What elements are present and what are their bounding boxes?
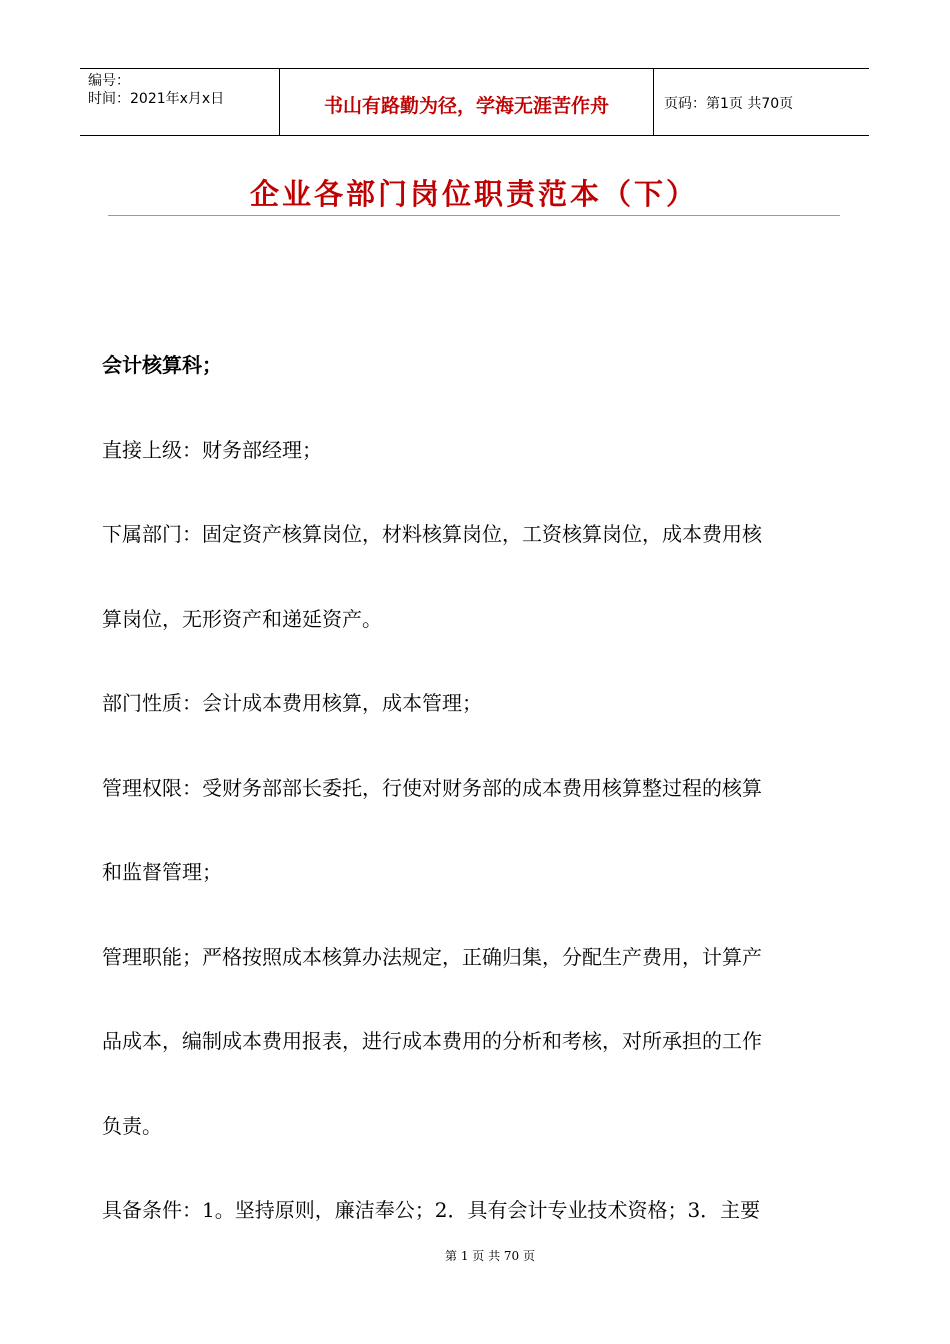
page-info: 页码：第1页 共70页 — [664, 96, 794, 112]
body-line: 品成本，编制成本费用报表，进行成本费用的分析和考核，对所承担的工作 — [102, 1029, 762, 1053]
body-line: 下属部门：固定资产核算岗位，材料核算岗位，工资核算岗位，成本费用核 — [102, 522, 762, 546]
header-page-cell — [654, 69, 869, 135]
page-footer: 第 1 页 共 70 页 — [445, 1249, 535, 1263]
time-label: 时间：2021年x月x日 — [88, 91, 225, 107]
body-line: 管理权限：受财务部部长委托，行使对财务部的成本费用核算整过程的核算 — [102, 775, 762, 800]
title-divider — [108, 215, 840, 216]
number-label: 编号： — [88, 73, 130, 89]
document-body — [102, 323, 842, 1253]
document-header — [80, 68, 869, 136]
body-line: 管理职能；严格按照成本核算办法规定，正确归集，分配生产费用，计算产 — [102, 944, 762, 969]
body-line: 负责。 — [102, 1113, 162, 1138]
document-title: 企业各部门岗位职责范本（下） — [249, 177, 698, 211]
motto-text: 书山有路勤为径，学海无涯苦作舟 — [323, 94, 609, 117]
section-heading: 会计核算科； — [102, 353, 222, 377]
body-line: 直接上级：财务部经理； — [102, 437, 322, 462]
body-line: 算岗位，无形资产和递延资产。 — [102, 606, 382, 631]
header-meta-cell — [80, 69, 280, 135]
header-motto-cell — [280, 69, 654, 135]
body-line: 和监督管理； — [102, 860, 222, 884]
body-line: 具备条件：1。坚持原则，廉洁奉公；2．具有会计专业技术资格；3．主要 — [102, 1198, 761, 1222]
body-line: 部门性质：会计成本费用核算，成本管理； — [102, 691, 482, 715]
